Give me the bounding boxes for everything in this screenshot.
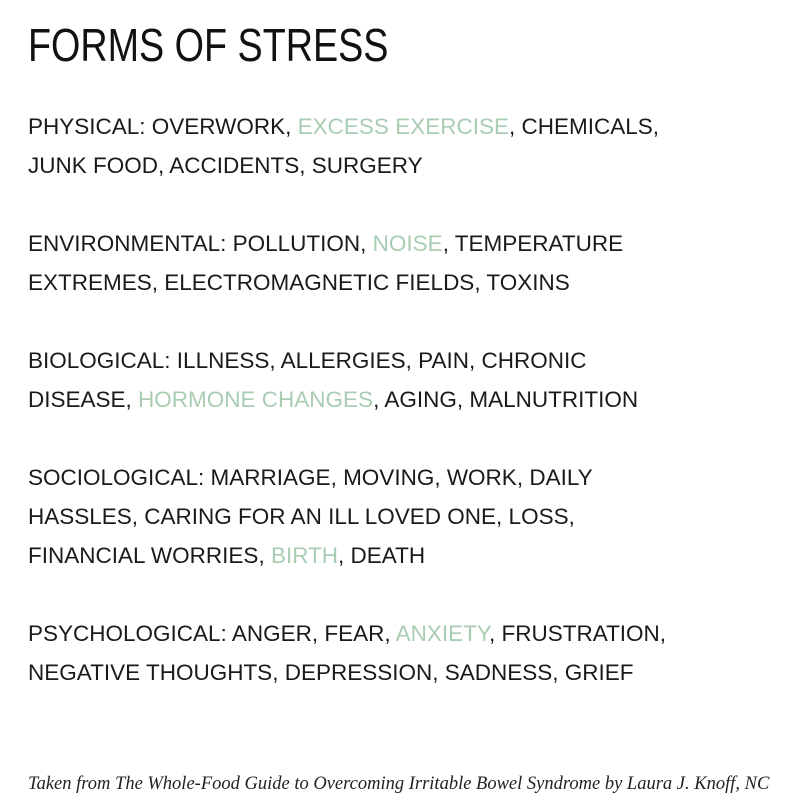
body-text: , CHEMICALS,: [508, 114, 660, 139]
section-environmental: [28, 224, 768, 302]
section-sociological: [28, 458, 768, 575]
section-line: [28, 614, 768, 653]
body-text: , AGING, MALNUTRITION: [373, 387, 639, 412]
section-line: [28, 497, 768, 536]
body-text: FINANCIAL WORRIES,: [28, 543, 271, 568]
body-text: ENVIRONMENTAL: POLLUTION,: [28, 231, 373, 256]
section-line: [28, 224, 768, 263]
section-line: [28, 263, 768, 302]
body-text: SOCIOLOGICAL: MARRIAGE, MOVING, WORK, DAILY: [28, 465, 593, 490]
section-psychological: [28, 614, 768, 692]
source-citation: Taken from The Whole-Food Guide to Overcoming Irritable Bowel Syndrome by Laura J. Knoff, NC: [28, 774, 770, 794]
body-text: EXTREMES, ELECTROMAGNETIC FIELDS, TOXINS: [28, 270, 570, 295]
section-line: [28, 107, 768, 146]
section-line: [28, 341, 768, 380]
body-text: PHYSICAL: OVERWORK,: [28, 114, 298, 139]
body-text: JUNK FOOD, ACCIDENTS, SURGERY: [28, 153, 423, 178]
body-text: HASSLES, CARING FOR AN ILL LOVED ONE, LOSS,: [28, 504, 575, 529]
body-text: , FRUSTRATION,: [488, 621, 667, 646]
highlighted-term: HORMONE CHANGES: [138, 387, 374, 412]
section-line: [28, 458, 768, 497]
section-line: [28, 146, 768, 185]
section-physical: [28, 107, 768, 185]
highlighted-term: ANXIETY: [395, 621, 489, 646]
page-title: FORMS OF STRESS: [28, 19, 389, 71]
highlighted-term: BIRTH: [270, 543, 339, 568]
body-text: , TEMPERATURE: [442, 231, 624, 256]
body-text: BIOLOGICAL: ILLNESS, ALLERGIES, PAIN, CHRONIC: [28, 348, 587, 373]
body-text: DISEASE,: [28, 387, 139, 412]
section-biological: [28, 341, 768, 419]
body-text: NEGATIVE THOUGHTS, DEPRESSION, SADNESS, GRIEF: [28, 660, 634, 685]
highlighted-term: NOISE: [372, 231, 443, 256]
section-line: [28, 653, 768, 692]
section-line: [28, 380, 768, 419]
body-text: , DEATH: [338, 543, 426, 568]
highlighted-term: EXCESS EXERCISE: [297, 114, 509, 139]
section-line: [28, 536, 768, 575]
body-text: PSYCHOLOGICAL: ANGER, FEAR,: [28, 621, 396, 646]
